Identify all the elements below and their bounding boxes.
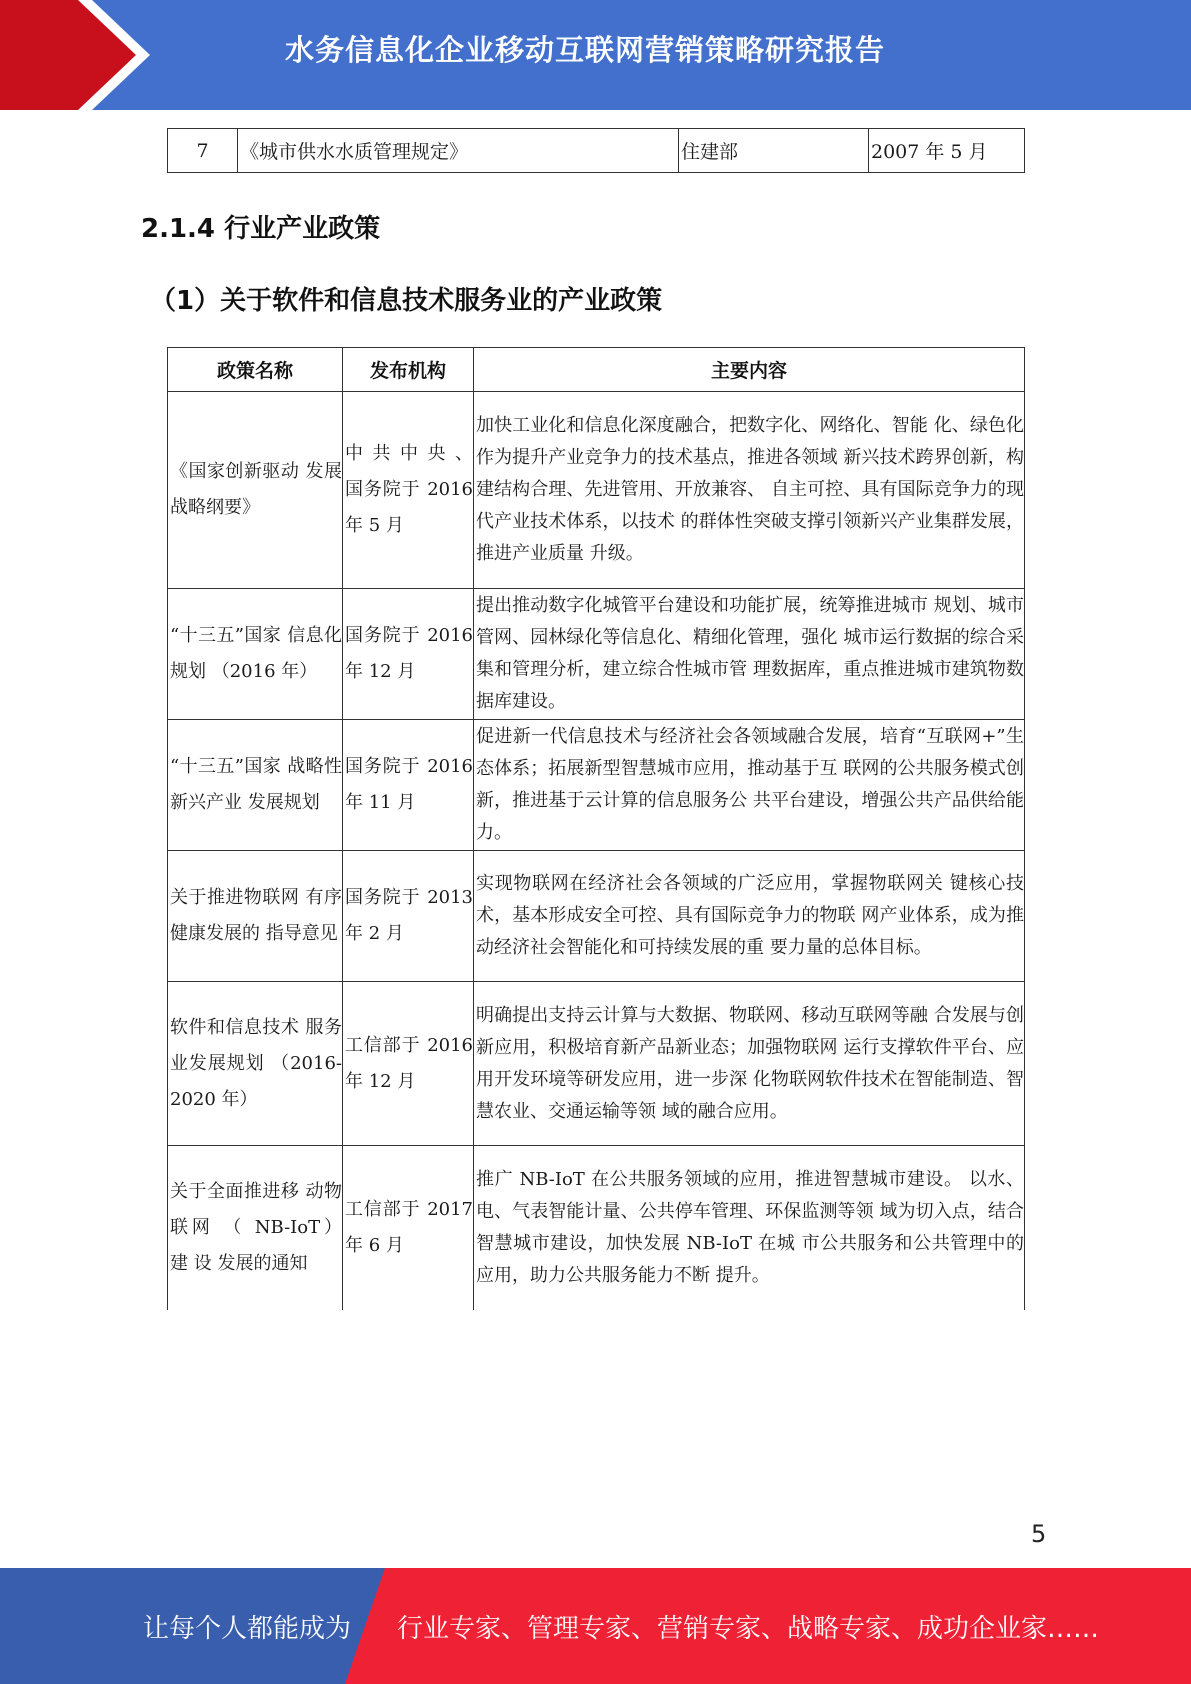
policy-issuer: 中 共 中 央 、国务院于 2016 年 5 月	[343, 392, 474, 589]
table-row	[168, 720, 1025, 851]
policy-content: 明确提出支持云计算与大数据、物联网、移动互联网等融 合发展与创新应用，积极培育新产品新业态；加强物联网 运行支撑软件平台、应用开发环境等研发应用，进一步深 化物联网软件技术在智能制造、智慧农业、交通运输等领 域的融合应用。	[474, 982, 1025, 1146]
table-row	[168, 851, 1025, 982]
policy-name: 软件和信息技术 服务业发展规划 （2016-2020 年）	[168, 982, 343, 1146]
policy-name: 关于全面推进移 动物联网 （ NB-IoT） 建 设 发展的通知	[168, 1146, 343, 1310]
policy-content: 加快工业化和信息化深度融合，把数字化、网络化、智能 化、绿色化作为提升产业竞争力的技术基点，推进各领域 新兴技术跨界创新，构建结构合理、先进管用、开放兼容、 自主可控、具有国际竞争力的现代产业技术体系，以技术 的群体性突破支撑引领新兴产业集群发展，推进产业质量 升级。	[474, 392, 1025, 589]
subsection-heading: （1）关于软件和信息技术服务业的产业政策	[150, 286, 663, 316]
regulation-issuer: 住建部	[679, 129, 869, 173]
page-footer	[0, 1568, 1191, 1684]
table-row	[168, 589, 1025, 720]
policy-issuer: 国务院于 2016 年 12 月	[343, 589, 474, 720]
policy-content: 推广 NB-IoT 在公共服务领域的应用，推进智慧城市建设。 以水、电、气表智能计量、公共停车管理、环保监测等领 域为切入点，结合智慧城市建设，加快发展 NB-IoT 在城 市公共服务和公共管理中的应用，助力公共服务能力不断 提升。	[474, 1146, 1025, 1310]
col-header-issuer: 发布机构	[343, 348, 474, 392]
table-row	[168, 392, 1025, 589]
col-header-policy-name: 政策名称	[168, 348, 343, 392]
policy-name: 《国家创新驱动 发展战略纲要》	[168, 392, 343, 589]
policy-name: “十三五”国家 信息化规划 （2016 年）	[168, 589, 343, 720]
table-row	[168, 129, 1025, 173]
table-header-row	[168, 348, 1025, 392]
policy-table	[167, 347, 1025, 1310]
header-chevron-decoration	[0, 0, 160, 110]
page-header	[0, 0, 1191, 110]
regulation-date: 2007 年 5 月	[869, 129, 1025, 173]
page-number: 5	[1031, 1520, 1047, 1548]
policy-name: “十三五”国家 战略性新兴产业 发展规划	[168, 720, 343, 851]
table-row	[168, 982, 1025, 1146]
report-title: 水务信息化企业移动互联网营销策略研究报告	[285, 33, 886, 67]
table-row	[168, 1146, 1025, 1310]
regulation-table-continued	[167, 128, 1025, 173]
section-heading: 2.1.4 行业产业政策	[141, 214, 381, 244]
col-header-content: 主要内容	[474, 348, 1025, 392]
policy-content: 实现物联网在经济社会各领域的广泛应用，掌握物联网关 键核心技术，基本形成安全可控、具有国际竞争力的物联 网产业体系，成为推动经济社会智能化和可持续发展的重 要力量的总体目标。	[474, 851, 1025, 982]
policy-content: 促进新一代信息技术与经济社会各领域融合发展，培育“互联网+”生态体系；拓展新型智慧城市应用，推动基于互 联网的公共服务模式创新，推进基于云计算的信息服务公 共平台建设，增强公共产品供给能力。	[474, 720, 1025, 851]
policy-name: 关于推进物联网 有序健康发展的 指导意见	[168, 851, 343, 982]
policy-issuer: 工信部于 2017 年 6 月	[343, 1146, 474, 1310]
policy-issuer: 国务院于 2016 年 11 月	[343, 720, 474, 851]
policy-issuer: 工信部于 2016 年 12 月	[343, 982, 474, 1146]
footer-slogan-right: 行业专家、管理专家、营销专家、战略专家、成功企业家……	[397, 1614, 1100, 1644]
row-number: 7	[168, 129, 238, 173]
regulation-name: 《城市供水水质管理规定》	[238, 129, 679, 173]
policy-issuer: 国务院于 2013 年 2 月	[343, 851, 474, 982]
footer-slogan-left: 让每个人都能成为	[143, 1614, 352, 1644]
policy-content: 提出推动数字化城管平台建设和功能扩展，统筹推进城市 规划、城市管网、园林绿化等信息化、精细化管理，强化 城市运行数据的综合采集和管理分析，建立综合性城市管 理数据库，重点推进城市建筑物数据库建设。	[474, 589, 1025, 720]
